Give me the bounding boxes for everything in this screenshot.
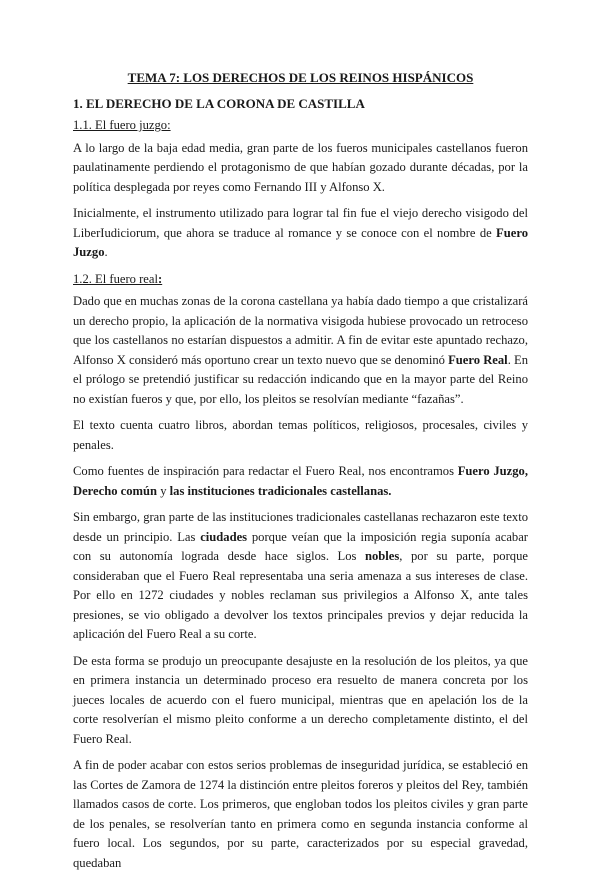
paragraph-5-bold-sources: Fuero Juzgo, Derecho común [73, 464, 528, 498]
paragraph-6-middle: porque veían que la imposición regia suponía acabar con su autonomía lograda desde hace siglos. Los [73, 529, 528, 563]
paragraph-2 [73, 204, 528, 263]
document-title: TEMA 7: LOS DERECHOS DE LOS REINOS HISPÁNICOS [127, 70, 474, 85]
paragraph-6 [73, 508, 528, 645]
paragraph-1: A lo largo de la baja edad media, gran parte de los fueros municipales castellanos fueron paulatinamente perdiendo el protagonismo de que habían gozado durante décadas, por la política desplegada por reyes como Fernando III y Alfonso X. [73, 140, 528, 194]
paragraph-2-text: Inicialmente, el instrumento utilizado para lograr tal fin fue el viejo derecho visigodo del LiberIudiciorum, que ahora se traduce al romance y se conoce con el nombre de [73, 206, 528, 240]
paragraph-5-text: Como fuentes de inspiración para redactar el Fuero Real, nos encontramos [73, 464, 458, 478]
subsection-heading-1-1: 1.1. El fuero juzgo: [73, 118, 171, 132]
subsection-heading-1-2-text: 1.2. El fuero real [73, 271, 158, 286]
paragraph-2-end: . [104, 245, 108, 259]
paragraph-2-bold-fuero-juzgo: Fuero Juzgo [73, 225, 528, 259]
subsection-heading-1-2 [73, 270, 528, 290]
paragraph-6-bold-nobles: nobles [365, 549, 400, 563]
paragraph-5-bold-institutions: las instituciones tradicionales castellanas. [169, 483, 392, 498]
paragraph-4: El texto cuenta cuatro libros, abordan temas políticos, religiosos, procesales, civiles y penales. [73, 418, 528, 452]
paragraph-7: De esta forma se produjo un preocupante desajuste en la resolución de los pleitos, ya que en primera instancia un determinado proceso era resuelto de manera concreta por los jueces locales de acuerdo con el fuero municipal, mientras que en apelación los de la corte resolverían el mismo pleito conforme a un derecho completamente distinto, el del Fuero Real. [73, 653, 528, 746]
subsection-heading-1-2-colon: : [157, 271, 163, 286]
paragraph-3-end: . En el prólogo se pretendió justificar su redacción indicando que en la mayor parte del Reino no existían fueros y que, por ello, los pleitos se resolvían mediante “fazañas”. [73, 352, 528, 406]
paragraph-5 [73, 462, 528, 501]
paragraph-6-end: , por su parte, porque consideraban que el Fuero Real representaba una seria amenaza a sus intereses de clase. Por ello en 1272 ciudades y nobles reclaman sus privilegios a Alfonso X, ante tales presiones, se vio obligado a devolver los textos principales previos y dejar reducida la aplicación del Fuero Real a su corte. [73, 549, 528, 641]
paragraph-6-text: Sin embargo, gran parte de las instituciones tradicionales castellanas rechazaron este texto desde un principio. Las [73, 510, 528, 544]
section-heading-1: 1. EL DERECHO DE LA CORONA DE CASTILLA [73, 95, 365, 111]
paragraph-3 [73, 292, 528, 409]
paragraph-5-and: y [157, 483, 170, 498]
paragraph-6-bold-ciudades: ciudades [200, 529, 248, 544]
paragraph-3-bold-fuero-real: Fuero Real [448, 352, 508, 367]
paragraph-3-text: Dado que en muchas zonas de la corona castellana ya había dado tiempo a que cristalizará un derecho propio, la aplicación de la normativa visigoda hubiese provocado un retroceso que los castellanos no estarían dispuestos a admitir. A fin de evitar este apuntado rechazo, Alfonso X consideró más oportuno crear un texto nuevo que se denominó [73, 294, 528, 367]
paragraph-8: A fin de poder acabar con estos serios problemas de inseguridad jurídica, se estableció en las Cortes de Zamora de 1274 la distinción entre pleitos foreros y pleitos del Rey, también llamados casos de corte. Los primeros, que engloban todos los pleitos civiles y gran parte de los penales, se resolverían tanto en primera como en segunda instancia conforme al fuero local. Los segundos, por su parte, caracterizados por su especial gravedad, quedaban [73, 758, 528, 870]
